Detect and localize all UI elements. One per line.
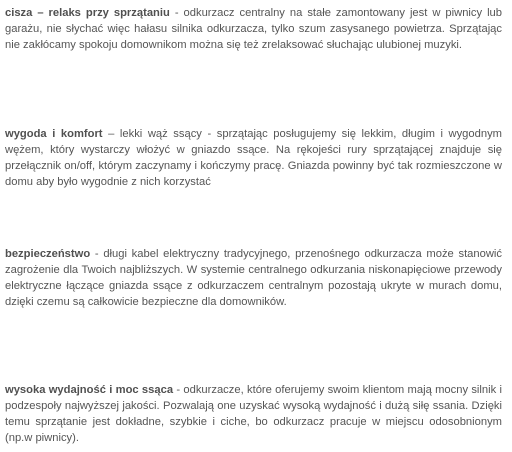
paragraph-comfort xyxy=(5,126,502,190)
paragraph-silence xyxy=(5,5,502,53)
paragraph-body: – lekki wąż ssący - sprzątając posługujemy się lekkim, długim i wygodnym wężem, który wystarczy włożyć w gniazdo ssące. Na rękojeści rury sprzątającej znajduje się przełącznik on/off, którym zaczynamy i kończymy pracę. Gniazda powinny być tak rozmieszczone w domu aby było wygodnie z nich korzystać xyxy=(5,128,502,188)
paragraph-heading: wygoda i komfort xyxy=(5,128,103,140)
paragraph-performance xyxy=(5,382,502,446)
paragraph-heading: wysoka wydajność i moc ssąca xyxy=(5,384,174,396)
paragraph-body: - odkurzacze, które oferujemy swoim klientom mają mocny silnik i podzespoły najwyższej jakości. Pozwalają one uzyskać wysoką wydajność i dużą siłę ssania. Dzięki temu sprzątanie jest dokładne, szybkie i ciche, bo odkurzacz pracuje w miejscu odosobnionym (np.w piwnicy). xyxy=(5,384,502,444)
paragraph-body: - odkurzacz centralny na stałe zamontowany jest w piwnicy lub garażu, nie słychać więc hałasu silnika odkurzacza, tylko szum zasysanego powietrza. Sprzątając nie zakłócamy spokoju domownikom można się też zrelaksować słuchając ulubionej muzyki. xyxy=(5,7,502,51)
paragraph-heading: bezpieczeństwo xyxy=(5,248,91,260)
paragraph-body: - długi kabel elektryczny tradycyjnego, przenośnego odkurzacza może stanowić zagrożenie dla Twoich najbliższych. W systemie centralnego odkurzania niskonapięciowe przewody elektryczne łączące gniazda ssące z odkurzaczem centralnym pozostają ukryte w murach domu, dzięki czemu są całkowicie bezpieczne dla domowników. xyxy=(5,248,502,308)
paragraph-heading: cisza – relaks przy sprzątaniu xyxy=(5,7,170,19)
paragraph-safety xyxy=(5,246,502,310)
